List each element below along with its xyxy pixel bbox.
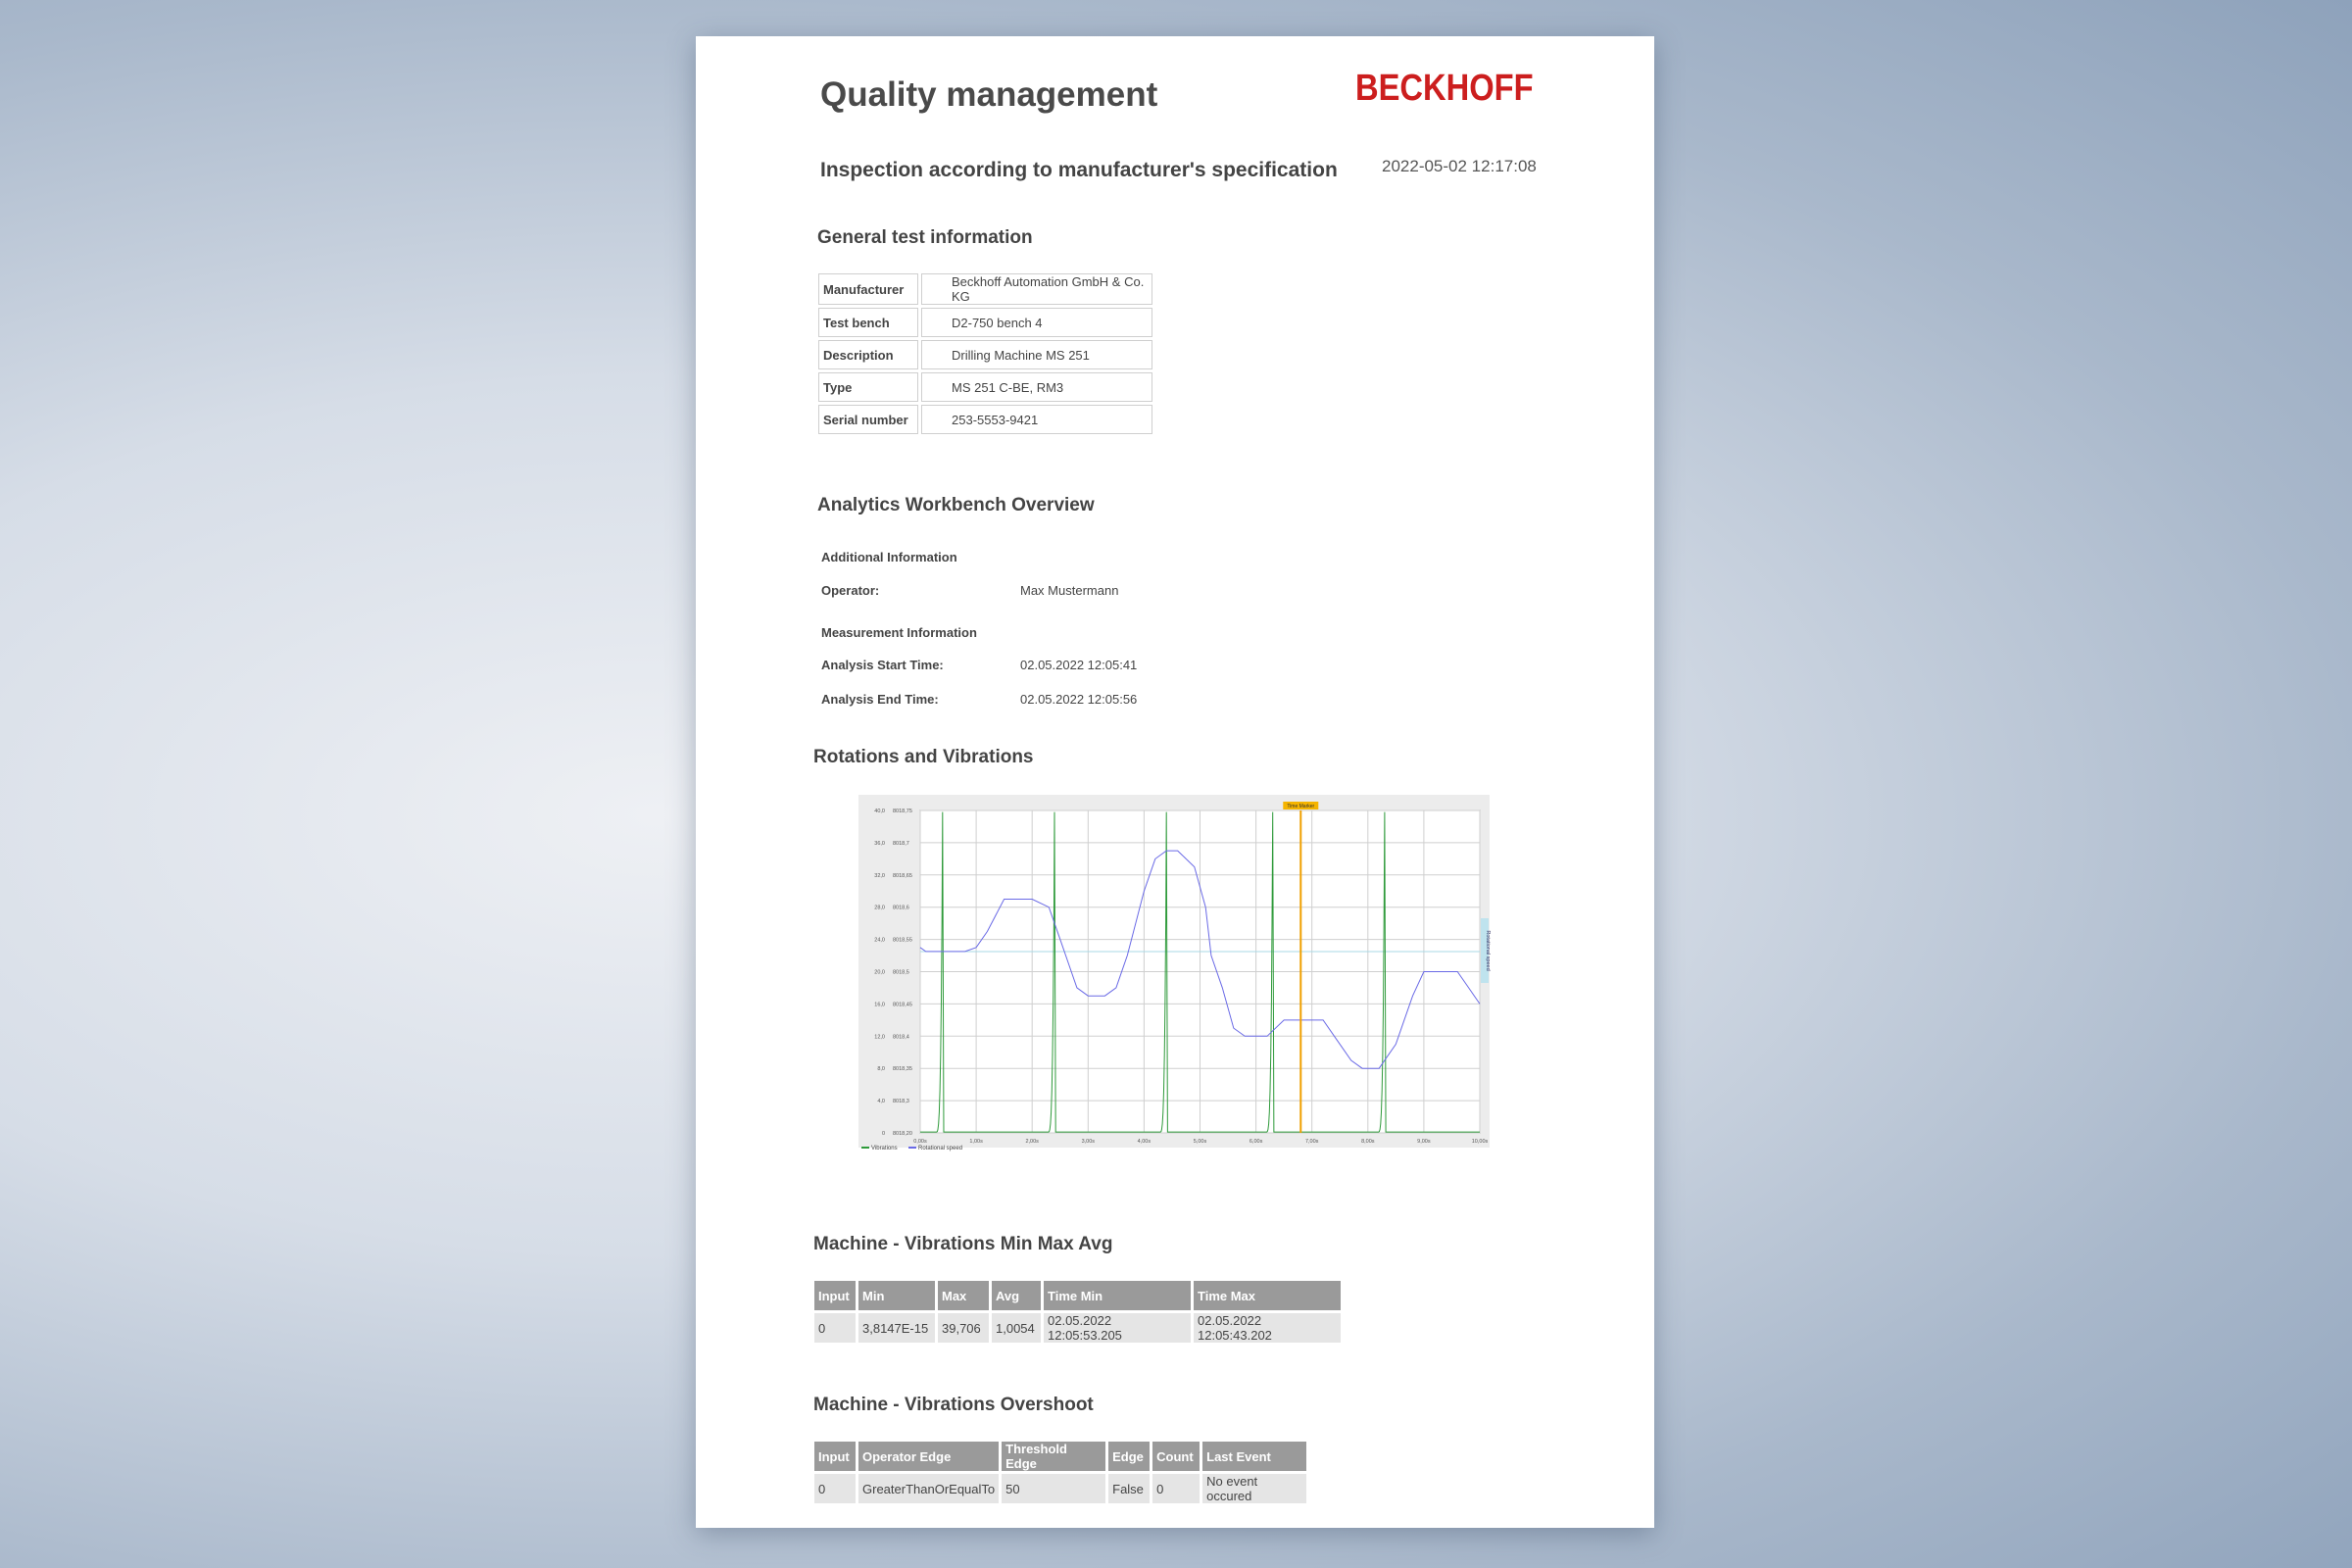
y-tick-label: 16,0 [874, 1002, 885, 1008]
y-tick-label: 40,0 [874, 808, 885, 814]
y-tick-label: 12,0 [874, 1034, 885, 1041]
column-header: Threshold Edge [1002, 1442, 1105, 1471]
x-tick-label: 10,00s [1471, 1139, 1489, 1145]
x-tick-label: 9,00s [1417, 1139, 1431, 1145]
column-header: Max [938, 1281, 989, 1310]
table-row [818, 340, 1152, 369]
overview-heading: Analytics Workbench Overview [817, 495, 1095, 515]
column-header: Last Event [1202, 1442, 1306, 1471]
measurement-info-heading: Measurement Information [821, 625, 977, 640]
report-page [696, 36, 1654, 1528]
y2-tick-label: 8018,6 [893, 905, 909, 911]
y-tick-label: 20,0 [874, 969, 885, 976]
table-row [818, 273, 1152, 305]
column-header: Edge [1108, 1442, 1150, 1471]
table-row [814, 1313, 1341, 1343]
rotations-vibrations-chart [858, 795, 1491, 1152]
report-subtitle: Inspection according to manufacturer's specification [820, 159, 1338, 181]
y2-tick-label: 8018,20 [893, 1131, 912, 1137]
general-info-heading: General test information [817, 227, 1033, 248]
column-header: Operator Edge [858, 1442, 999, 1471]
column-header: Count [1152, 1442, 1200, 1471]
info-label: Test bench [818, 308, 918, 337]
column-header: Input [814, 1281, 856, 1310]
minmax-heading: Machine - Vibrations Min Max Avg [813, 1234, 1113, 1254]
table-cell: 0 [814, 1313, 856, 1343]
info-value: Drilling Machine MS 251 [921, 340, 1152, 369]
column-header: Time Min [1044, 1281, 1191, 1310]
y-tick-label: 28,0 [874, 905, 885, 911]
table-cell: GreaterThanOrEqualTo [858, 1474, 999, 1503]
x-tick-label: 3,00s [1081, 1139, 1096, 1145]
info-label: Manufacturer [818, 273, 918, 305]
legend-label-vibrations: Vibrations [871, 1146, 898, 1152]
info-label: Type [818, 372, 918, 402]
minmax-table [811, 1278, 1344, 1346]
start-time-value: 02.05.2022 12:05:41 [1020, 658, 1138, 672]
end-time-label: Analysis End Time: [821, 692, 939, 707]
y-tick-label: 0 [881, 1131, 885, 1137]
x-tick-label: 8,00s [1361, 1139, 1375, 1145]
x-tick-label: 5,00s [1193, 1139, 1207, 1145]
y2-tick-label: 8018,4 [893, 1034, 909, 1041]
x-tick-label: 7,00s [1304, 1139, 1319, 1145]
column-header: Min [858, 1281, 935, 1310]
x-tick-label: 2,00s [1025, 1139, 1039, 1145]
y-tick-label: 24,0 [874, 937, 885, 944]
info-label: Description [818, 340, 918, 369]
end-time-value: 02.05.2022 12:05:56 [1020, 692, 1138, 707]
table-row [818, 372, 1152, 402]
y2-tick-label: 8018,5 [893, 969, 909, 976]
report-timestamp: 2022-05-02 12:17:08 [1382, 157, 1537, 175]
legend-label-rotational-speed: Rotational speed [918, 1146, 963, 1152]
y2-tick-label: 8018,35 [893, 1066, 912, 1073]
x-tick-label: 6,00s [1249, 1139, 1263, 1145]
table-cell: 0 [814, 1474, 856, 1503]
info-value: 253-5553-9421 [921, 405, 1152, 434]
column-header: Time Max [1194, 1281, 1341, 1310]
chart-svg [858, 795, 1491, 1152]
table-cell: False [1108, 1474, 1150, 1503]
chart-heading: Rotations and Vibrations [813, 747, 1034, 767]
y2-tick-label: 8018,55 [893, 937, 912, 944]
table-cell: 39,706 [938, 1313, 989, 1343]
table-cell: 02.05.2022 12:05:43.202 [1194, 1313, 1341, 1343]
overshoot-heading: Machine - Vibrations Overshoot [813, 1395, 1094, 1415]
table-cell: 50 [1002, 1474, 1105, 1503]
y2-tick-label: 8018,65 [893, 872, 912, 879]
info-value: D2-750 bench 4 [921, 308, 1152, 337]
table-row [818, 405, 1152, 434]
x-tick-label: 4,00s [1137, 1139, 1152, 1145]
operator-label: Operator: [821, 583, 880, 598]
table-row [814, 1474, 1306, 1503]
table-cell: 3,8147E-15 [858, 1313, 935, 1343]
page-title: Quality management [820, 75, 1158, 114]
table-cell: 02.05.2022 12:05:53.205 [1044, 1313, 1191, 1343]
column-header: Avg [992, 1281, 1041, 1310]
overshoot-table [811, 1439, 1309, 1506]
time-marker-label: Time Marker [1287, 804, 1315, 809]
y-tick-label: 4,0 [877, 1099, 885, 1105]
y2-tick-label: 8018,75 [893, 808, 912, 814]
x-tick-label: 0,00s [913, 1139, 927, 1145]
x-tick-label: 1,00s [969, 1139, 983, 1145]
beckhoff-logo: BECKHOFF [1355, 68, 1534, 109]
y2-tick-label: 8018,45 [893, 1002, 912, 1008]
right-axis-label: Rotational speed [1485, 930, 1491, 971]
y-tick-label: 36,0 [874, 840, 885, 847]
table-cell: 0 [1152, 1474, 1200, 1503]
y2-tick-label: 8018,3 [893, 1099, 909, 1105]
table-cell: No event occured [1202, 1474, 1306, 1503]
table-row [818, 308, 1152, 337]
operator-value: Max Mustermann [1020, 583, 1119, 598]
additional-info-heading: Additional Information [821, 550, 957, 564]
table-header-row [814, 1442, 1306, 1471]
general-info-table [815, 270, 1155, 437]
table-header-row [814, 1281, 1341, 1310]
info-value: Beckhoff Automation GmbH & Co. KG [921, 273, 1152, 305]
table-cell: 1,0054 [992, 1313, 1041, 1343]
y-tick-label: 8,0 [877, 1066, 885, 1073]
start-time-label: Analysis Start Time: [821, 658, 944, 672]
info-value: MS 251 C-BE, RM3 [921, 372, 1152, 402]
info-label: Serial number [818, 405, 918, 434]
column-header: Input [814, 1442, 856, 1471]
y-tick-label: 32,0 [874, 872, 885, 879]
y2-tick-label: 8018,7 [893, 840, 909, 847]
